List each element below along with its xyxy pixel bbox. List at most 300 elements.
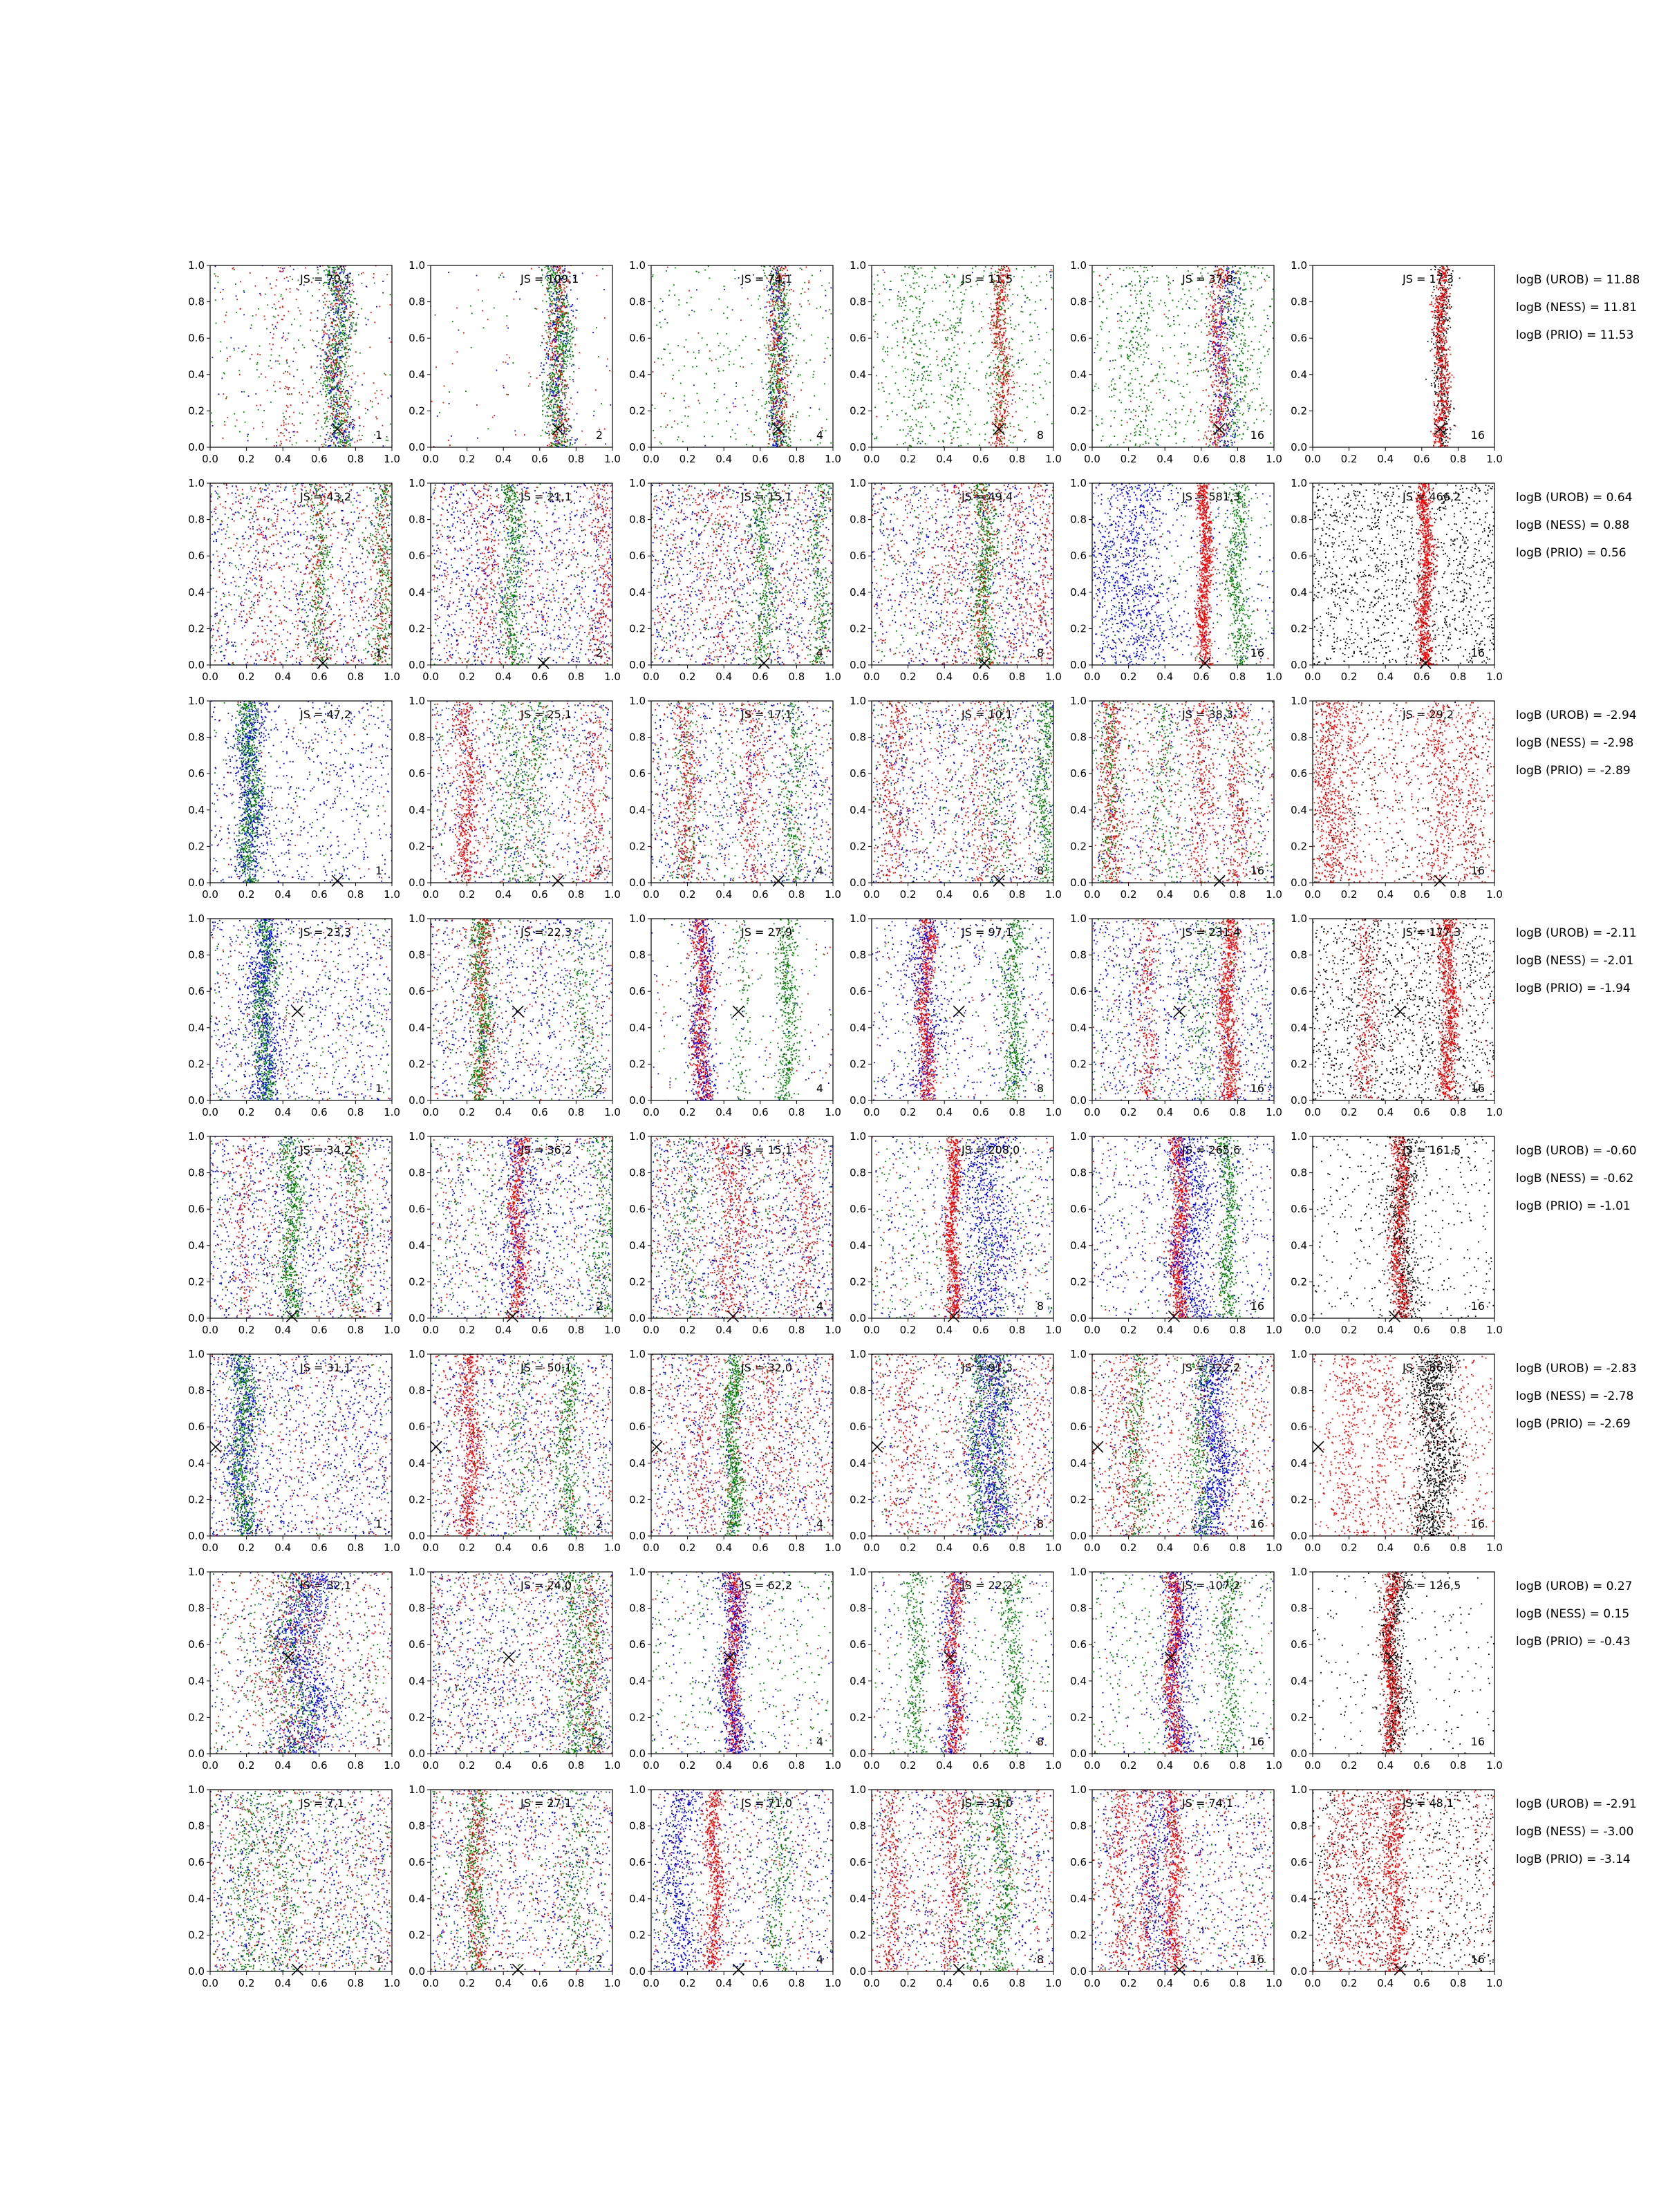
scatter-point: [281, 337, 283, 339]
scatter-point: [335, 406, 336, 407]
scatter-point: [341, 436, 343, 438]
scatter-point: [565, 380, 567, 382]
scatter-point: [337, 435, 339, 436]
scatter-point: [330, 398, 331, 400]
scatter-point: [957, 344, 959, 345]
scatter-point: [788, 437, 789, 438]
scatter-point: [337, 358, 338, 359]
scatter-point: [684, 395, 685, 397]
scatter-point: [351, 379, 353, 380]
scatter-point: [552, 377, 553, 379]
scatter-point: [556, 444, 558, 446]
scatter-point: [556, 346, 557, 347]
scatter-point: [551, 312, 552, 313]
scatter-point: [324, 418, 326, 419]
scatter-point: [550, 323, 551, 324]
scatter-point: [547, 424, 549, 425]
scatter-point: [234, 413, 235, 415]
scatter-point: [776, 267, 778, 268]
scatter-point: [507, 394, 509, 395]
scatter-point: [334, 424, 335, 425]
scatter-point: [1011, 364, 1013, 366]
scatter-point: [559, 420, 560, 422]
scatter-point: [765, 363, 766, 364]
scatter-point: [344, 326, 346, 327]
scatter-point: [777, 354, 778, 355]
scatter-point: [571, 323, 572, 324]
scatter-point: [764, 345, 765, 346]
scatter-point: [550, 377, 552, 379]
scatter-point: [332, 339, 334, 340]
scatter-point: [771, 418, 773, 419]
scatter-point: [482, 300, 483, 301]
scatter-point: [336, 409, 337, 411]
scatter-point: [794, 426, 796, 427]
scatter-point: [778, 332, 779, 334]
scatter-point: [571, 359, 572, 360]
scatter-point: [358, 274, 359, 276]
scatter-point: [339, 386, 341, 387]
scatter-point: [887, 347, 888, 348]
scatter-point: [776, 290, 778, 292]
scatter-point: [787, 364, 789, 365]
y-tick-label: 1.0: [188, 259, 205, 272]
scatter-point: [218, 282, 219, 283]
scatter-point: [340, 317, 341, 318]
scatter-point: [556, 308, 557, 309]
scatter-point: [776, 344, 777, 346]
scatter-point: [554, 299, 555, 301]
scatter-point: [1037, 326, 1038, 328]
scatter-point: [774, 301, 776, 302]
scatter-point: [729, 364, 730, 366]
scatter-point: [312, 339, 313, 341]
scatter-point: [782, 411, 783, 412]
scatter-point: [285, 440, 287, 441]
scatter-point: [350, 395, 352, 397]
scatter-point: [284, 429, 285, 430]
scatter-point: [300, 326, 301, 327]
scatter-point: [358, 314, 359, 315]
scatter-point: [919, 406, 920, 408]
scatter-point: [541, 386, 543, 388]
scatter-point: [347, 376, 348, 377]
scatter-point: [218, 393, 220, 395]
scatter-point: [333, 377, 335, 379]
scatter-point: [563, 325, 564, 326]
scatter-point: [773, 353, 774, 355]
scatter-point: [569, 336, 570, 337]
scatter-point: [259, 293, 261, 294]
scatter-point: [332, 405, 333, 406]
x-tick-label: 0.2: [238, 453, 255, 465]
scatter-point: [730, 436, 731, 438]
scatter-point: [316, 422, 317, 424]
scatter-point: [1003, 401, 1004, 402]
scatter-point: [559, 424, 560, 425]
scatter-point: [341, 384, 342, 385]
scatter-point: [727, 317, 728, 319]
scatter-point: [375, 393, 376, 394]
scatter-point: [820, 270, 821, 272]
scatter-point: [531, 268, 532, 270]
scatter-point: [786, 429, 787, 431]
scatter-point: [593, 415, 594, 417]
scatter-point: [554, 362, 556, 363]
scatter-point: [663, 348, 664, 350]
scatter-point: [1018, 324, 1020, 326]
scatter-point: [780, 388, 782, 390]
scatter-point: [344, 335, 346, 337]
scatter-point: [812, 275, 813, 276]
scatter-point: [785, 266, 786, 268]
scatter-point: [968, 368, 970, 369]
scatter-point: [331, 290, 332, 292]
scatter-point: [561, 392, 563, 393]
scatter-point: [699, 402, 700, 404]
scatter-point: [324, 351, 326, 353]
scatter-point: [331, 345, 332, 346]
scatter-point: [777, 325, 778, 326]
scatter-point: [556, 446, 558, 447]
scatter-point: [435, 366, 437, 368]
scatter-point: [892, 348, 893, 349]
scatter-point: [276, 322, 278, 324]
scatter-point: [771, 397, 773, 399]
scatter-point: [567, 439, 568, 440]
scatter-point: [776, 405, 778, 406]
scatter-point: [771, 355, 772, 356]
scatter-point: [352, 313, 353, 315]
axes-frame: [431, 265, 612, 447]
scatter-point: [561, 341, 562, 342]
scatter-point: [1031, 267, 1032, 268]
scatter-point: [494, 415, 495, 416]
scatter-point: [307, 291, 308, 292]
scatter-point: [809, 303, 810, 305]
scatter-point: [283, 416, 285, 418]
scatter-point: [883, 387, 884, 388]
scatter-point: [685, 407, 686, 409]
scatter-point: [338, 405, 339, 406]
scatter-point: [776, 419, 778, 420]
scatter-point: [388, 397, 389, 399]
scatter-point: [333, 408, 335, 409]
scatter-point: [885, 376, 887, 377]
scatter-point: [652, 276, 653, 277]
scatter-point: [570, 440, 572, 441]
scatter-point: [774, 344, 775, 346]
scatter-point: [374, 283, 375, 284]
scatter-point: [773, 405, 774, 406]
scatter-point: [284, 268, 285, 269]
scatter-point: [780, 300, 782, 301]
scatter-point: [901, 320, 903, 321]
scatter-point: [321, 394, 322, 395]
scatter-point: [576, 328, 577, 329]
scatter-point: [762, 317, 764, 319]
scatter-point: [887, 419, 888, 420]
scatter-point: [777, 335, 778, 336]
scatter-point: [554, 398, 555, 400]
scatter-point: [337, 362, 338, 363]
scatter-point: [775, 362, 776, 363]
scatter-point: [270, 402, 272, 403]
scatter-point: [577, 413, 578, 415]
scatter-point: [561, 379, 562, 380]
scatter-point: [514, 299, 515, 300]
scatter-point: [328, 306, 329, 308]
scatter-point: [787, 308, 788, 310]
scatter-point: [553, 270, 554, 271]
scatter-point: [348, 391, 349, 393]
scatter-point: [709, 350, 711, 352]
scatter-point: [555, 332, 556, 333]
scatter-point: [560, 308, 561, 310]
scatter-point: [332, 293, 334, 294]
scatter-point: [556, 410, 558, 411]
scatter-point: [333, 395, 335, 397]
scatter-point: [385, 374, 386, 375]
scatter-point: [609, 370, 610, 371]
scatter-point: [735, 433, 736, 434]
scatter-point: [811, 335, 812, 336]
scatter-point: [777, 441, 778, 442]
scatter-point: [243, 391, 245, 393]
scatter-point: [346, 442, 348, 443]
scatter-point: [365, 317, 366, 319]
scatter-point: [655, 437, 656, 438]
scatter-point: [507, 328, 509, 329]
x-tick-label: 0.2: [459, 453, 476, 465]
scatter-point: [339, 309, 341, 310]
scatter-point: [224, 424, 225, 426]
scatter-point: [776, 388, 778, 390]
scatter-point: [546, 347, 547, 348]
scatter-point: [299, 392, 300, 393]
scatter-point: [561, 315, 562, 317]
count-label: 1: [375, 429, 382, 442]
scatter-point: [339, 442, 341, 444]
scatter-point: [778, 355, 779, 357]
scatter-point: [297, 431, 298, 433]
scatter-point: [759, 295, 760, 297]
scatter-point: [326, 344, 328, 345]
scatter-point: [785, 352, 787, 353]
scatter-point: [554, 375, 555, 377]
scatter-point: [330, 407, 332, 409]
scatter-point: [779, 420, 780, 421]
scatter-point: [547, 353, 549, 355]
scatter-point: [1046, 362, 1047, 364]
scatter-point: [779, 395, 780, 396]
scatter-point: [1035, 403, 1036, 404]
scatter-point: [543, 391, 545, 392]
scatter-point: [559, 384, 560, 386]
scatter-point: [782, 384, 783, 385]
scatter-point: [897, 345, 898, 346]
scatter-point: [905, 413, 906, 415]
scatter-point: [326, 426, 328, 427]
scatter-point: [335, 420, 336, 422]
scatter-point: [779, 408, 780, 409]
scatter-point: [785, 393, 787, 395]
scatter-point: [740, 319, 742, 321]
scatter-point: [330, 396, 332, 397]
scatter-point: [777, 382, 778, 383]
scatter-point: [346, 417, 347, 418]
scatter-point: [253, 428, 254, 429]
scatter-point: [677, 439, 678, 440]
scatter-point: [561, 389, 562, 391]
scatter-point: [547, 381, 548, 382]
scatter-point: [389, 337, 391, 339]
scatter-point: [292, 423, 293, 424]
scatter-point: [348, 438, 350, 439]
scatter-point: [553, 369, 554, 371]
scatter-point: [1025, 439, 1027, 440]
scatter-point: [678, 299, 679, 301]
scatter-point: [955, 391, 956, 393]
scatter-point: [770, 315, 771, 317]
scatter-point: [704, 445, 706, 447]
scatter-point: [274, 294, 276, 296]
scatter-point: [1007, 415, 1009, 416]
scatter-point: [1023, 270, 1024, 271]
scatter-point: [339, 328, 340, 329]
scatter-point: [552, 380, 554, 382]
scatter-point: [776, 383, 777, 384]
scatter-point: [785, 388, 786, 389]
scatter-point: [564, 340, 565, 341]
scatter-point: [747, 298, 749, 299]
scatter-point: [1034, 266, 1035, 268]
scatter-point: [326, 371, 327, 372]
scatter-point: [771, 406, 772, 408]
scatter-point: [344, 302, 345, 303]
scatter-point: [779, 382, 780, 384]
scatter-point: [554, 436, 555, 438]
scatter-point: [688, 416, 689, 418]
scatter-point: [758, 349, 759, 350]
scatter-point: [791, 355, 793, 357]
scatter-point: [557, 432, 559, 433]
scatter-point: [780, 424, 782, 426]
scatter-point: [1027, 417, 1028, 418]
scatter-point: [542, 395, 543, 397]
scatter-point: [771, 330, 772, 331]
scatter-point: [357, 440, 358, 442]
scatter-point: [342, 442, 344, 444]
scatter-point: [236, 299, 238, 300]
scatter-point: [777, 372, 778, 373]
scatter-point: [341, 268, 342, 270]
scatter-point: [784, 312, 785, 314]
scatter-point: [553, 444, 554, 445]
scatter-point: [706, 412, 708, 413]
scatter-point: [286, 405, 288, 406]
scatter-point: [890, 289, 892, 290]
scatter-point: [554, 335, 555, 337]
scatter-point: [541, 435, 542, 437]
scatter-point: [336, 364, 337, 366]
scatter-point: [564, 326, 565, 328]
scatter-point: [782, 379, 784, 380]
scatter-point: [282, 299, 283, 300]
scatter-point: [382, 394, 383, 395]
scatter-point: [330, 349, 331, 350]
scatter-point: [216, 323, 217, 324]
scatter-point: [717, 333, 718, 335]
scatter-point: [326, 394, 328, 395]
scatter-point: [352, 279, 353, 281]
scatter-point: [554, 288, 555, 290]
scatter-point: [960, 322, 962, 324]
scatter-point: [335, 418, 336, 420]
scatter-point: [330, 366, 332, 368]
scatter-point: [555, 365, 556, 366]
scatter-point: [711, 309, 712, 310]
scatter-point: [327, 312, 328, 314]
scatter-point: [565, 344, 567, 346]
scatter-point: [335, 416, 336, 418]
scatter-point: [457, 351, 458, 353]
scatter-point: [781, 305, 782, 306]
scatter-point: [343, 407, 344, 409]
scatter-point: [340, 285, 341, 287]
scatter-point: [804, 282, 805, 283]
scatter-point: [562, 310, 563, 312]
scatter-point: [296, 299, 297, 300]
scatter-point: [733, 364, 735, 365]
scatter-point: [1020, 430, 1021, 431]
scatter-point: [559, 412, 561, 413]
scatter-point: [774, 371, 776, 373]
scatter-point: [782, 373, 783, 375]
scatter-point: [830, 355, 831, 356]
scatter-point: [541, 270, 543, 272]
scatter-point: [496, 370, 498, 371]
scatter-point: [256, 405, 258, 406]
x-tick-label: 0.4: [715, 453, 732, 465]
scatter-point: [342, 269, 344, 270]
scatter-point: [792, 413, 794, 415]
scatter-point: [333, 286, 335, 288]
scatter-point: [337, 303, 338, 304]
scatter-point: [336, 402, 337, 404]
scatter-point: [711, 360, 713, 362]
scatter-point: [781, 335, 782, 336]
scatter-point: [786, 405, 787, 406]
scatter-point: [561, 428, 562, 429]
scatter-point: [912, 395, 914, 396]
scatter-point: [327, 357, 328, 359]
js-label: JS = 109,1: [520, 272, 579, 285]
scatter-point: [347, 399, 348, 400]
scatter-point: [335, 300, 336, 301]
scatter-point: [829, 283, 830, 284]
scatter-point: [376, 418, 377, 420]
scatter-point: [569, 330, 570, 332]
scatter-point: [552, 313, 553, 315]
scatter-point: [558, 379, 559, 380]
scatter-point: [326, 358, 327, 359]
scatter-point: [559, 291, 560, 292]
scatter-point: [1027, 297, 1029, 299]
scatter-point: [552, 384, 554, 385]
scatter-point: [570, 444, 571, 446]
scatter-point: [332, 372, 334, 373]
